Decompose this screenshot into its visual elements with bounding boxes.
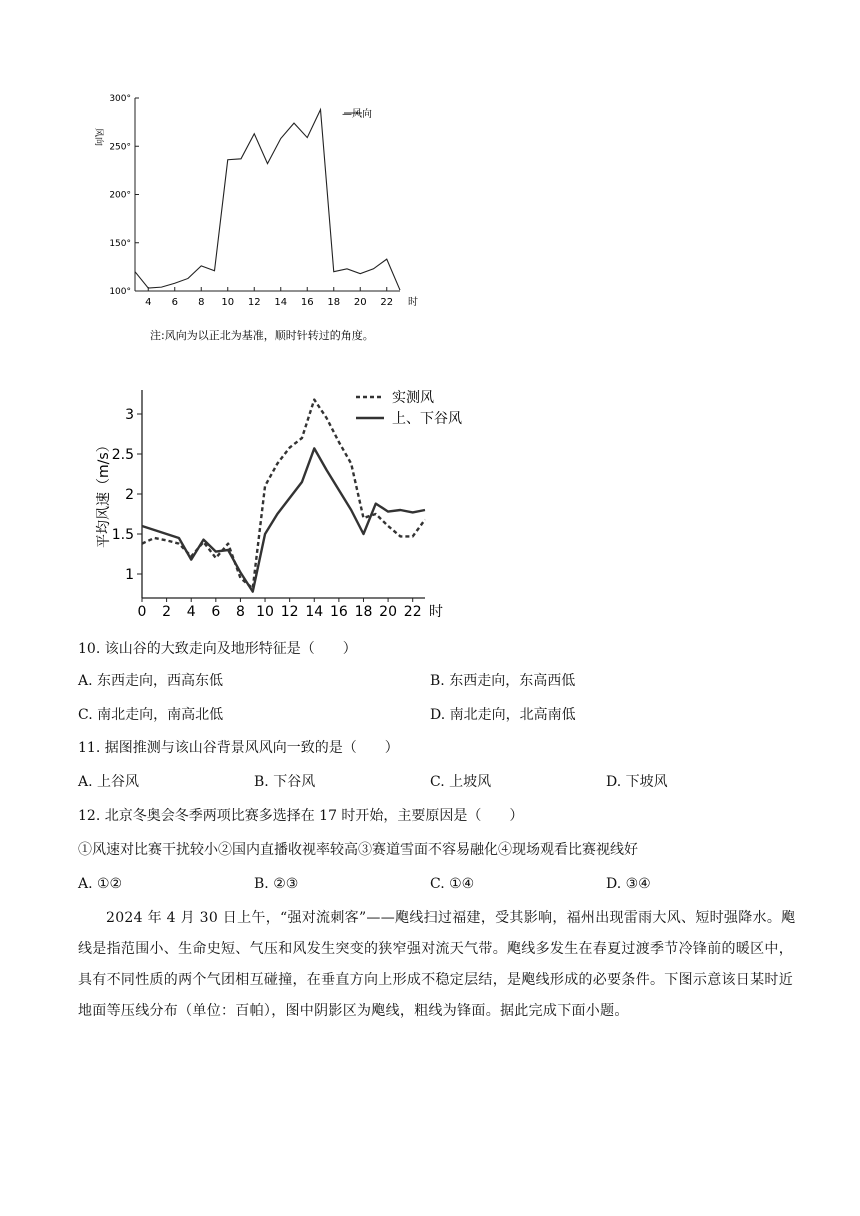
wind-direction-chart <box>80 80 420 350</box>
chart1-xtick-label: 16 <box>300 297 314 308</box>
chart2-x-unit: 时 <box>429 604 443 620</box>
chart2-xtick-label: 18 <box>354 604 373 620</box>
chart1-note: 注:风向为以正北为基准，顺时针转过的角度。 <box>150 329 374 342</box>
chart1-xtick-label: 4 <box>145 297 152 308</box>
chart1-xtick-label: 10 <box>221 297 235 308</box>
chart2-ytick-label: 3 <box>125 407 134 423</box>
chart2-xtick-label: 6 <box>211 604 221 620</box>
chart2-xtick-label: 4 <box>186 604 196 620</box>
chart1-xtick-label: 22 <box>380 297 394 308</box>
chart2-ytick-label: 1.5 <box>111 527 134 543</box>
chart2-ytick-label: 1 <box>125 567 134 583</box>
chart2-xtick-label: 16 <box>329 604 348 620</box>
q10-option-a: A. 东西走向，西高东低 <box>78 673 224 689</box>
chart2-xtick-label: 10 <box>256 604 274 620</box>
chart1-xtick-label: 14 <box>274 297 288 308</box>
q11-option-b: B. 下谷风 <box>254 774 316 790</box>
chart1-xtick-label: 20 <box>353 297 367 308</box>
passage <box>78 903 798 1027</box>
q12-option-d: D. ③④ <box>606 876 651 892</box>
q12-option-c: C. ①④ <box>430 876 475 892</box>
question-11-stem: 11. 据图推测与该山谷背景风风向一致的是（ ） <box>78 740 399 756</box>
passage-text: 2024 年 4 月 30 日上午，“强对流刺客”——飑线扫过福建，受其影响，福州出现雷雨大风、短时强降水。飑线是指范围小、生命史短、气压和风发生突变的狭窄强对流天气带。飑线多发生在春夏过渡季节冷锋前的暖区中，具有不同性质的两个气团相互碰撞，在垂直方向上形成不稳定层结，是飑线形成的必要条件。下图示意该日某时近地面等压线分布（单位：百帕），图中阴影区为飑线，粗线为锋面。据此完成下面小题。 <box>78 910 796 1019</box>
question-12-statements: ①风速对比赛干扰较小②国内直播收视率较高③赛道雪面不容易融化④现场观看比赛视线好 <box>78 842 638 858</box>
q11-option-c: C. 上坡风 <box>430 774 492 790</box>
chart2-xtick-label: 14 <box>305 604 324 620</box>
chart2-ytick-label: 2.5 <box>111 447 134 463</box>
chart2-xtick-label: 20 <box>379 604 398 620</box>
wind-speed-chart <box>80 380 480 625</box>
chart1-ytick-label: 300° <box>109 94 131 104</box>
chart1-legend: —风向 <box>342 109 372 120</box>
question-12-stem: 12. 北京冬奥会冬季两项比赛多选择在 17 时开始，主要原因是（ ） <box>78 808 524 824</box>
chart2-legend-measured: 实测风 <box>392 390 434 406</box>
q10-option-d: D. 南北走向，北高南低 <box>430 707 576 723</box>
chart2-xtick-label: 8 <box>235 604 245 620</box>
q10-option-b: B. 东西走向，东高西低 <box>430 673 576 689</box>
chart2-series-measured-wind <box>142 400 425 589</box>
chart1-x-unit: 时 <box>408 297 418 308</box>
chart1-ytick-label: 100° <box>109 287 131 297</box>
chart1-series-wind-direction <box>135 110 400 290</box>
q12-option-a: A. ①② <box>78 876 123 892</box>
q10-option-c: C. 南北走向，南高北低 <box>78 707 224 723</box>
q12-option-b: B. ②③ <box>254 876 299 892</box>
chart2-ylabel: 平均风速（m/s） <box>96 438 112 548</box>
chart1-xtick-label: 6 <box>171 297 178 308</box>
chart1-ytick-label: 200° <box>109 190 131 201</box>
chart2-legend-valley: 上、下谷风 <box>392 411 462 427</box>
chart2-series-valley-wind <box>142 448 425 591</box>
chart2-xtick-label: 12 <box>280 604 299 620</box>
chart1-ytick-label: 250° <box>109 142 131 153</box>
chart1-ytick-label: 150° <box>109 238 131 249</box>
q11-option-a: A. 上谷风 <box>78 774 140 790</box>
question-10-stem: 10. 该山谷的大致走向及地形特征是（ ） <box>78 641 357 657</box>
chart1-xtick-label: 12 <box>247 297 261 308</box>
q11-option-d: D. 下坡风 <box>606 774 668 790</box>
chart2-ytick-label: 2 <box>125 487 134 503</box>
chart2-xtick-label: 0 <box>137 604 147 620</box>
chart1-ylabel: 风向 <box>93 128 103 147</box>
chart2-xtick-label: 2 <box>162 604 172 620</box>
chart1-xtick-label: 8 <box>198 297 205 308</box>
chart2-xtick-label: 22 <box>403 604 422 620</box>
chart1-xtick-label: 18 <box>327 297 341 308</box>
